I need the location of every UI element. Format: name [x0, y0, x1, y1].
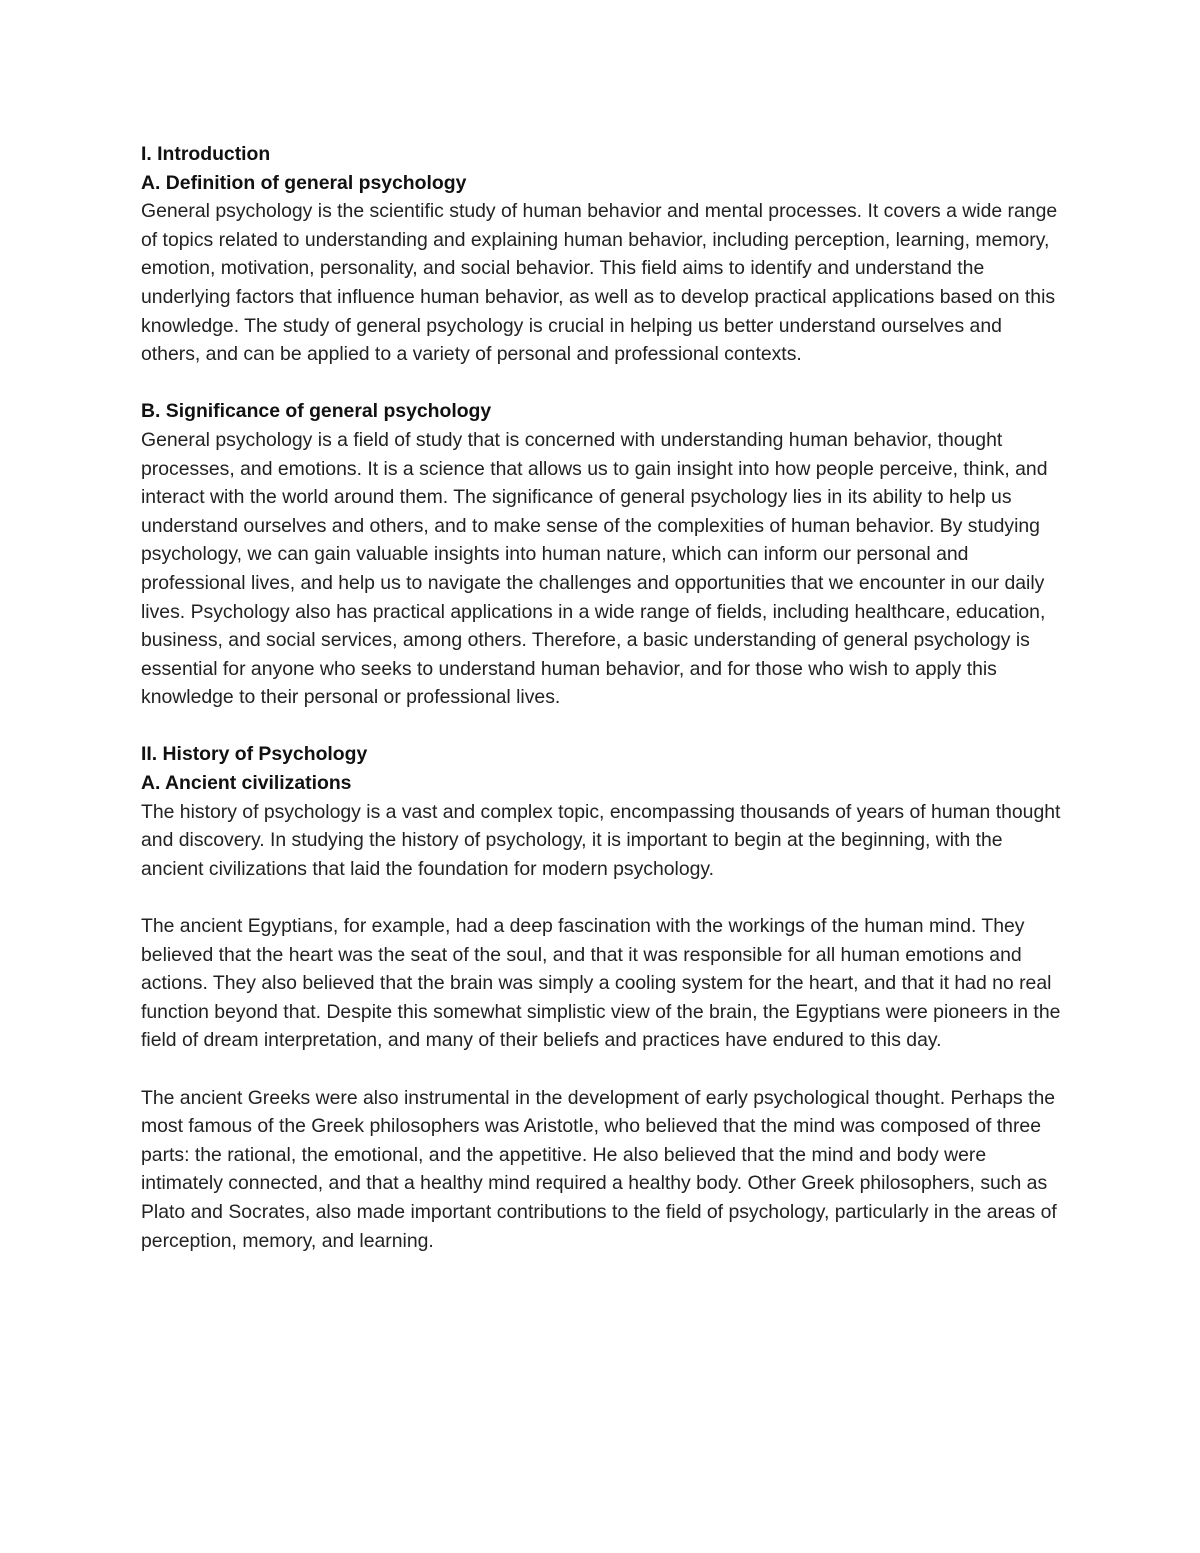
subsection-heading-definition: A. Definition of general psychology [141, 171, 467, 194]
section-title-history: II. History of Psychology [141, 743, 368, 766]
paragraph-spacer [141, 1055, 1066, 1084]
paragraph-spacer [141, 712, 1066, 741]
subsection-heading-significance: B. Significance of general psychology [141, 400, 492, 423]
paragraph-spacer [141, 883, 1066, 912]
paragraph-spacer [141, 369, 1066, 398]
section-title-introduction: I. Introduction [141, 143, 271, 165]
paragraph-history-intro: The history of psychology is a vast and complex topic, encompassing thousands of years of human thought and discovery. In studying the history of psychology, it is important to begin at the beginning, with the ancient civilizations that laid the foundation for modern psychology. [141, 800, 1061, 880]
paragraph-egyptians: The ancient Egyptians, for example, had a deep fascination with the workings of the human mind. They believed that the heart was the seat of the soul, and that it was responsible for all human emotions and actions. They also believed that the brain was simply a cooling system for the heart, and that it had no real function beyond that. Despite this somewhat simplistic view of the brain, the Egyptians were pioneers in the field of dream interpretation, and many of their beliefs and practices have endured to this day. [141, 915, 1061, 1052]
document-content [141, 140, 1066, 1255]
paragraph-greeks: The ancient Greeks were also instrumental in the development of early psychological thought. Perhaps the most famous of the Greek philosophers was Aristotle, who believed that the mind was composed of three parts: the rational, the emotional, and the appetitive. He also believed that the mind and body were intimately connected, and that a healthy mind required a healthy body. Other Greek philosophers, such as Plato and Socrates, also made important contributions to the field of psychology, particularly in the areas of perception, memory, and learning. [141, 1086, 1057, 1252]
paragraph-definition: General psychology is the scientific study of human behavior and mental processes. It covers a wide range of topics related to understanding and explaining human behavior, including perception, learning, memory, emotion, motivation, personality, and social behavior. This field aims to identify and understand the underlying factors that influence human behavior, as well as to develop practical applications based on this knowledge. The study of general psychology is crucial in helping us better understand ourselves and others, and can be applied to a variety of personal and professional contexts. [141, 200, 1058, 366]
paragraph-significance: General psychology is a field of study that is concerned with understanding human behavior, thought processes, and emotions. It is a science that allows us to gain insight into how people perceive, think, and interact with the world around them. The significance of general psychology lies in its ability to help us understand ourselves and others, and to make sense of the complexities of human behavior. By studying psychology, we can gain valuable insights into human nature, which can inform our personal and professional lives, and help us to navigate the challenges and opportunities that we encounter in our daily lives. Psychology also has practical applications in a wide range of fields, including healthcare, education, business, and social services, among others. Therefore, a basic understanding of general psychology is essential for anyone who seeks to understand human behavior, and for those who wish to apply this knowledge to their personal or professional lives. [141, 428, 1048, 709]
subsection-heading-ancient-civilizations: A. Ancient civilizations [141, 772, 352, 795]
